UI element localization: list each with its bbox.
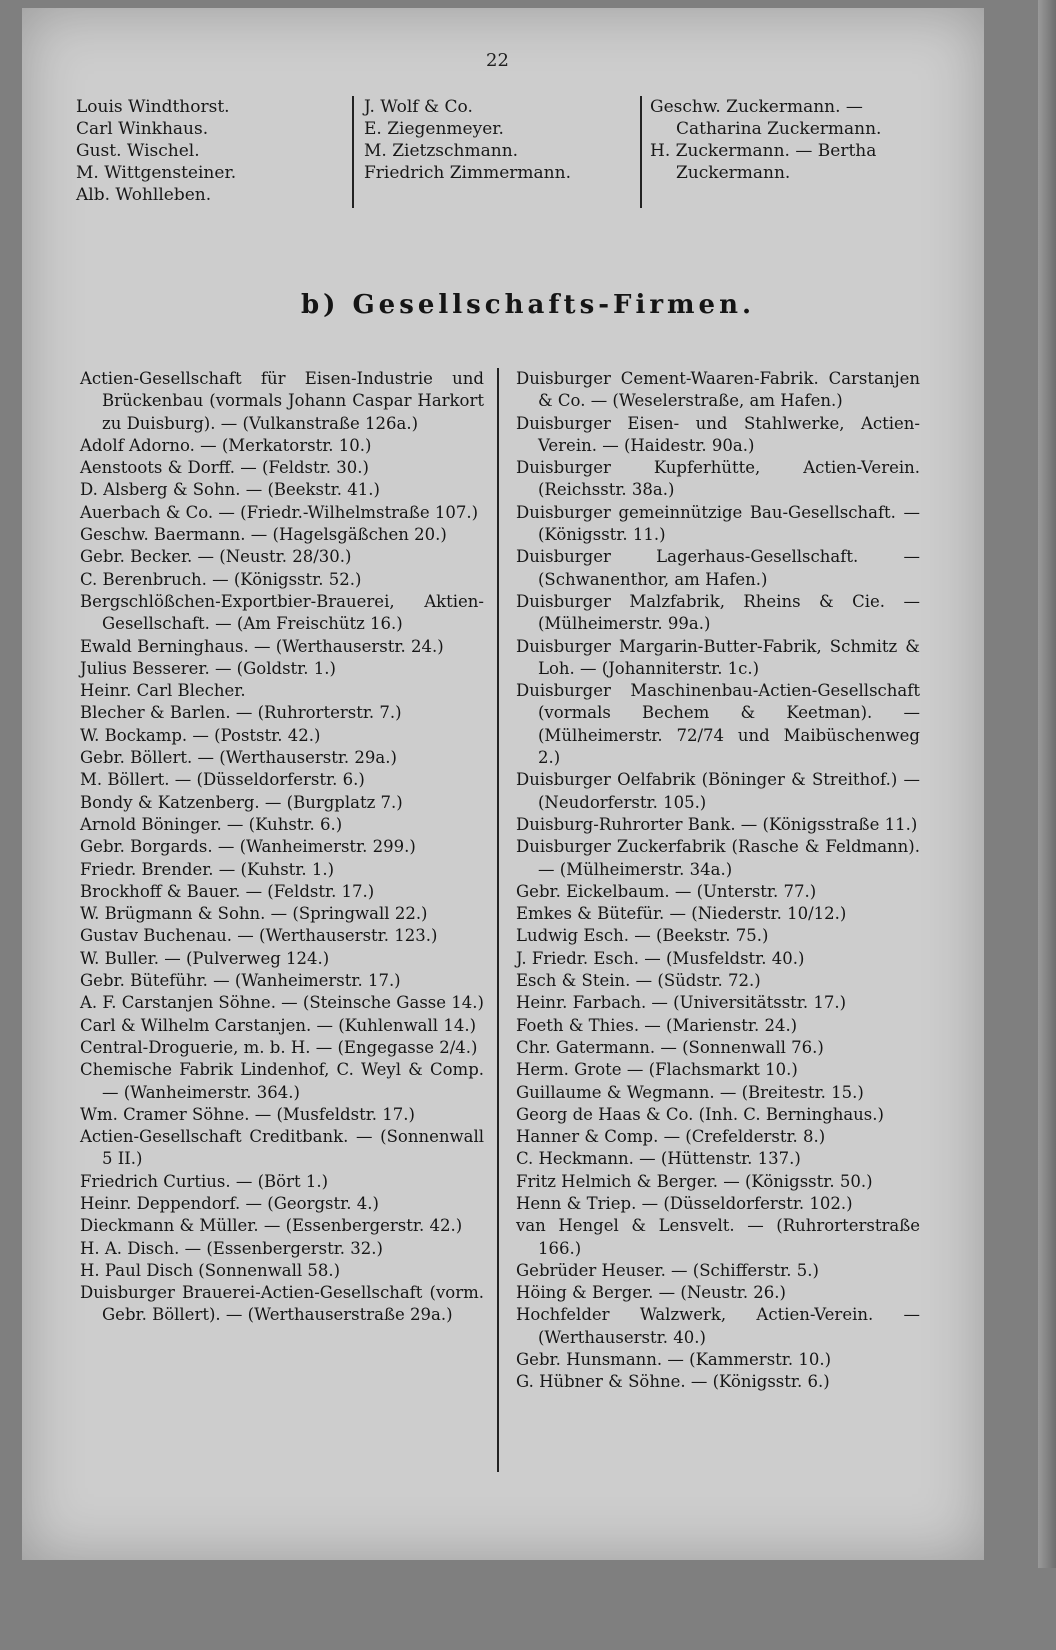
firm-entry: Chr. Gatermann. — (Sonnenwall 76.) xyxy=(516,1037,824,1057)
firm-entry: Gebr. Eickelbaum. — (Unterstr. 77.) xyxy=(516,881,817,901)
firm-entry: Actien-Gesellschaft Creditbank. — (Sonnenwall 5 II.) xyxy=(80,1127,484,1169)
column-divider xyxy=(352,96,354,208)
firm-entry: Duisburger Malzfabrik, Rheins & Cie. — (Mülheimerstr. 99a.) xyxy=(516,591,920,634)
firm-entry: Wm. Cramer Söhne. — (Musfeldstr. 17.) xyxy=(80,1104,415,1124)
firm-entry: A. F. Carstanjen Söhne. — (Steinsche Gasse 14.) xyxy=(80,993,484,1013)
firm-entry: Julius Besserer. — (Goldstr. 1.) xyxy=(80,658,336,678)
firm-entry: Duisburger Brauerei-Actien-Gesellschaft (vorm. Gebr. Böllert). — (Werthauserstraße 29a.) xyxy=(80,1283,484,1325)
name-entry: H. Zuckermann. — Bertha xyxy=(650,141,877,161)
name-entry: Louis Windthorst. xyxy=(76,97,230,117)
firm-entry: Heinr. Carl Blecher. xyxy=(80,681,246,701)
book-spine-edge xyxy=(1038,0,1056,1568)
firm-entry: Gebr. Hunsmann. — (Kammerstr. 10.) xyxy=(516,1350,832,1370)
firm-entry: Guillaume & Wegmann. — (Breitestr. 15.) xyxy=(516,1082,864,1102)
name-entry: J. Wolf & Co. xyxy=(364,97,473,117)
firm-entry: Blecher & Barlen. — (Ruhrorterstr. 7.) xyxy=(80,703,402,723)
firm-entry: Duisburger Zuckerfabrik (Rasche & Feldmann). — (Mülheimerstr. 34a.) xyxy=(516,837,920,879)
firm-entry: Duisburger Cement-Waaren-Fabrik. Carstanjen & Co. — (Weselerstraße, am Hafen.) xyxy=(516,369,920,411)
firm-entry: Hanner & Comp. — (Crefelderstr. 8.) xyxy=(516,1127,826,1147)
firm-entry: Henn & Triep. — (Düsseldorferstr. 102.) xyxy=(516,1193,853,1213)
firm-entry: Brockhoff & Bauer. — (Feldstr. 17.) xyxy=(80,881,375,901)
firm-entry: Duisburger Oelfabrik (Böninger & Streithof.) — (Neudorferstr. 105.) xyxy=(516,770,920,812)
name-entry: Friedrich Zimmermann. xyxy=(364,163,571,183)
firm-entry: Gustav Buchenau. — (Werthauserstr. 123.) xyxy=(80,926,438,946)
firm-entry: Esch & Stein. — (Südstr. 72.) xyxy=(516,971,761,991)
firm-entry: Georg de Haas & Co. (Inh. C. Berninghaus.) xyxy=(516,1104,884,1124)
name-entry: Zuckermann. xyxy=(676,163,791,183)
name-entry: Alb. Wohlleben. xyxy=(76,185,212,205)
firm-entry: Gebr. Becker. — (Neustr. 28/30.) xyxy=(80,547,352,567)
firm-entry: W. Bockamp. — (Poststr. 42.) xyxy=(80,725,321,745)
firm-entry: C. Berenbruch. — (Königsstr. 52.) xyxy=(80,569,362,589)
firm-entry: Emkes & Bütefür. — (Niederstr. 10/12.) xyxy=(516,904,847,924)
firm-entry: Carl & Wilhelm Carstanjen. — (Kuhlenwall 14.) xyxy=(80,1015,476,1035)
firm-entry: Actien-Gesellschaft für Eisen-Industrie und Brückenbau (vormals Johann Caspar Harkort zu Duisburg). — (Vulkanstraße 126a.) xyxy=(80,369,484,433)
firm-entry: H. A. Disch. — (Essenbergerstr. 32.) xyxy=(80,1238,383,1258)
firm-entry: Gebr. Böllert. — (Werthauserstr. 29a.) xyxy=(80,748,397,768)
firm-entry: Central-Droguerie, m. b. H. — (Engegasse 2/4.) xyxy=(80,1037,478,1057)
firm-entry: van Hengel & Lensvelt. — (Ruhrorterstraße 166.) xyxy=(516,1216,920,1258)
firm-entry: Duisburger Margarin-Butter-Fabrik, Schmitz & Loh. — (Johanniterstr. 1c.) xyxy=(516,636,920,678)
firm-entry: Duisburg-Ruhrorter Bank. — (Königsstraße 11.) xyxy=(516,814,918,834)
column-divider xyxy=(640,96,642,208)
firm-entry: Duisburger Lagerhaus-Gesellschaft. — (Schwanenthor, am Hafen.) xyxy=(516,547,920,589)
name-entry: M. Zietzschmann. xyxy=(364,141,519,161)
firm-entry: Adolf Adorno. — (Merkatorstr. 10.) xyxy=(80,435,372,455)
firm-entry: Friedrich Curtius. — (Bört 1.) xyxy=(80,1171,329,1191)
firm-entry: G. Hübner & Söhne. — (Königsstr. 6.) xyxy=(516,1372,830,1392)
firm-entry: W. Buller. — (Pulverweg 124.) xyxy=(80,948,330,968)
firm-entry: Duisburger Eisen- und Stahlwerke, Actien-Verein. — (Haidestr. 90a.) xyxy=(516,413,920,455)
firm-entry: Gebrüder Heuser. — (Schifferstr. 5.) xyxy=(516,1260,819,1280)
name-entry: E. Ziegenmeyer. xyxy=(364,119,504,139)
firm-entry: Heinr. Farbach. — (Universitätsstr. 17.) xyxy=(516,993,847,1013)
firm-entry: Chemische Fabrik Lindenhof, C. Weyl & Comp. — (Wanheimerstr. 364.) xyxy=(80,1060,484,1102)
name-entry: Geschw. Zuckermann. — xyxy=(650,97,863,117)
firm-entry: Gebr. Borgards. — (Wanheimerstr. 299.) xyxy=(80,837,416,857)
firm-entry: Gebr. Büteführ. — (Wanheimerstr. 17.) xyxy=(80,971,401,991)
name-entry: Catharina Zuckermann. xyxy=(676,119,882,139)
firm-entry: Geschw. Baermann. — (Hagelsgäßchen 20.) xyxy=(80,525,447,545)
name-entry: Gust. Wischel. xyxy=(76,141,200,161)
firm-entry: H. Paul Disch (Sonnenwall 58.) xyxy=(80,1260,341,1280)
firm-entry: Auerbach & Co. — (Friedr.-Wilhelmstraße 107.) xyxy=(80,502,479,522)
firm-entry: Ewald Berninghaus. — (Werthauserstr. 24.) xyxy=(80,636,444,656)
firm-entry: Friedr. Brender. — (Kuhstr. 1.) xyxy=(80,859,335,879)
firm-entry: Höing & Berger. — (Neustr. 26.) xyxy=(516,1283,786,1303)
firm-entry: C. Heckmann. — (Hüttenstr. 137.) xyxy=(516,1149,801,1169)
right-firm-column xyxy=(516,368,920,1394)
firm-entry: Fritz Helmich & Berger. — (Königsstr. 50.) xyxy=(516,1171,873,1191)
left-firm-column xyxy=(80,368,484,1327)
firm-entry: J. Friedr. Esch. — (Musfeldstr. 40.) xyxy=(516,948,805,968)
name-entry: Carl Winkhaus. xyxy=(76,119,209,139)
firm-entry: Hochfelder Walzwerk, Actien-Verein. — (Werthauserstr. 40.) xyxy=(516,1305,920,1347)
center-column-divider xyxy=(497,368,499,1472)
firm-entry: Heinr. Deppendorf. — (Georgstr. 4.) xyxy=(80,1193,379,1213)
firm-entry: D. Alsberg & Sohn. — (Beekstr. 41.) xyxy=(80,480,380,500)
firm-entry: Foeth & Thies. — (Marienstr. 24.) xyxy=(516,1015,798,1035)
firm-entry: W. Brügmann & Sohn. — (Springwall 22.) xyxy=(80,904,428,924)
firm-entry: Duisburger Maschinenbau-Actien-Gesellschaft (vormals Bechem & Keetman). — (Mülheimerstr. 72/74 und Maibüschenweg 2.) xyxy=(516,681,920,768)
top-names-column-2 xyxy=(364,96,571,184)
page-number: 22 xyxy=(486,50,509,71)
firm-entry: Arnold Böninger. — (Kuhstr. 6.) xyxy=(80,814,343,834)
top-names-column-1 xyxy=(76,96,236,206)
firm-entry: Dieckmann & Müller. — (Essenbergerstr. 42.) xyxy=(80,1216,463,1236)
firm-entry: Ludwig Esch. — (Beekstr. 75.) xyxy=(516,926,769,946)
firm-entry: Duisburger Kupferhütte, Actien-Verein. (Reichsstr. 38a.) xyxy=(516,458,920,500)
name-entry: M. Wittgensteiner. xyxy=(76,163,237,183)
firm-entry: M. Böllert. — (Düsseldorferstr. 6.) xyxy=(80,770,365,790)
top-names-column-3 xyxy=(650,96,930,184)
section-title: b) Gesellschafts-Firmen. xyxy=(300,290,756,320)
firm-entry: Bergschlößchen-Exportbier-Brauerei, Aktien-Gesellschaft. — (Am Freischütz 16.) xyxy=(80,591,484,634)
firm-entry: Bondy & Katzenberg. — (Burgplatz 7.) xyxy=(80,792,403,812)
firm-entry: Herm. Grote — (Flachsmarkt 10.) xyxy=(516,1060,798,1080)
firm-entry: Aenstoots & Dorff. — (Feldstr. 30.) xyxy=(80,458,369,478)
firm-entry: Duisburger gemeinnützige Bau-Gesellschaft. — (Königsstr. 11.) xyxy=(516,502,920,545)
